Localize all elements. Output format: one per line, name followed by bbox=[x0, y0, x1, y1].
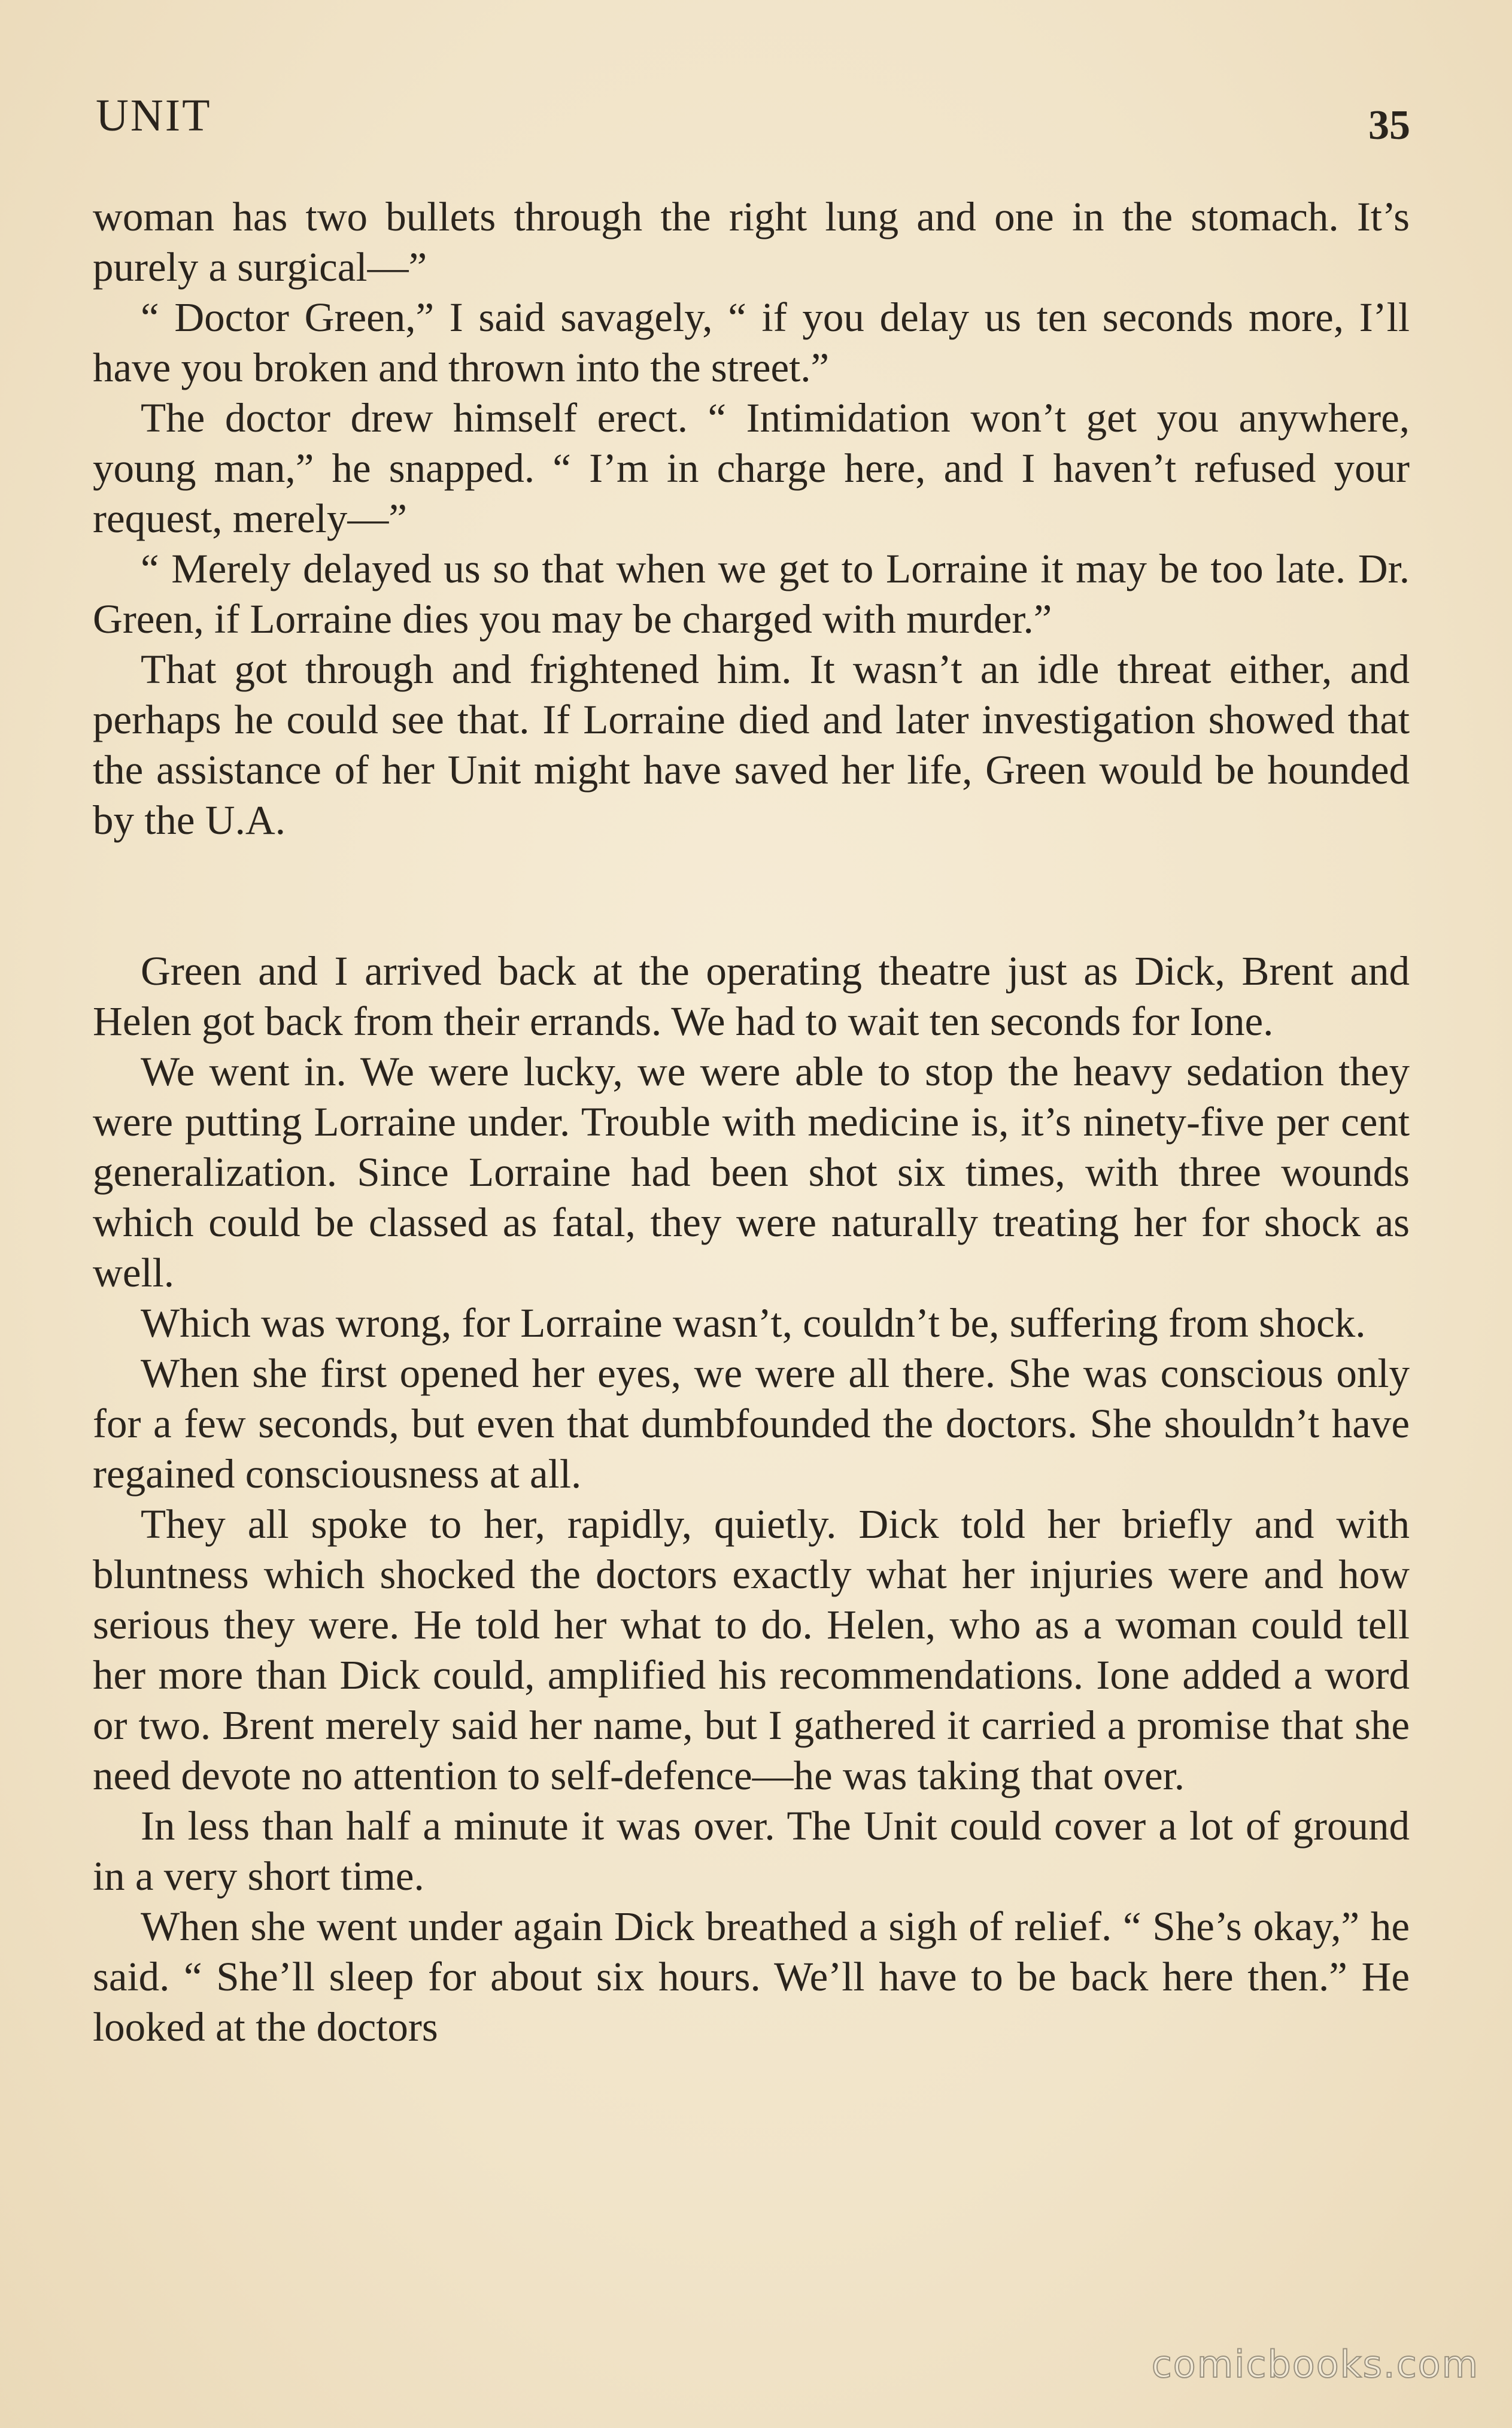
paragraph: Which was wrong, for Lorraine wasn’t, couldn’t be, suffering from shock. bbox=[141, 1300, 1366, 1346]
paragraph: “ Merely delayed us so that when we get to Lorraine it may be too late. Dr. Green, if Lorraine dies you may be charged with murder.” bbox=[93, 546, 1410, 642]
paragraph: Green and I arrived back at the operating theatre just as Dick, Brent and Helen got back from their errands. We had to wait ten seconds for Ione. bbox=[93, 948, 1410, 1044]
paragraph: We went in. We were lucky, we were able to stop the heavy sedation they were putting Lorraine under. Trouble with medicine is, it’s ninety-five per cent generalization. Since Lorraine had been shot six times, with three wounds which could be classed as fatal, they were naturally treating her for shock as well. bbox=[93, 1049, 1410, 1295]
paragraph: They all spoke to her, rapidly, quietly. Dick told her briefly and with bluntness which shocked the doctors exactly what her injuries were and how serious they were. He told her what to do. Helen, who as a woman could tell her more than Dick could, amplified his recommendations. Ione added a word or two. Brent merely said her name, but I gathered it carried a promise that she need devote no attention to self-defence—he was taking that over. bbox=[93, 1501, 1410, 1798]
running-head: UNIT bbox=[96, 90, 212, 141]
body-text bbox=[93, 192, 1410, 2052]
paragraph: When she first opened her eyes, we were all there. She was conscious only for a few seconds, but even that dumbfounded the doctors. She shouldn’t have regained consciousness at all. bbox=[93, 1350, 1410, 1497]
page-number: 35 bbox=[1368, 102, 1410, 148]
paragraph: When she went under again Dick breathed a sigh of relief. “ She’s okay,” he said. “ She’ll sleep for about six hours. We’ll have to be back here then.” He looked at the doctors bbox=[93, 1904, 1410, 2050]
paragraph: “ Doctor Green,” I said savagely, “ if you delay us ten seconds more, I’ll have you broken and thrown into the street.” bbox=[93, 295, 1410, 390]
paragraph: The doctor drew himself erect. “ Intimidation won’t get you anywhere, young man,” he snapped. “ I’m in charge here, and I haven’t refused your request, merely—” bbox=[93, 395, 1410, 541]
section-break bbox=[93, 845, 1410, 946]
paragraph: That got through and frightened him. It wasn’t an idle threat either, and perhaps he could see that. If Lorraine died and later investigation showed that the assistance of her Unit might have saved her life, Green would be hounded by the U.A. bbox=[93, 647, 1410, 843]
watermark: comicbooks.com bbox=[1151, 2342, 1479, 2386]
paragraph: In less than half a minute it was over. The Unit could cover a lot of ground in a very short time. bbox=[93, 1803, 1410, 1899]
paragraph: woman has two bullets through the right lung and one in the stomach. It’s purely a surgical—” bbox=[93, 194, 1410, 290]
